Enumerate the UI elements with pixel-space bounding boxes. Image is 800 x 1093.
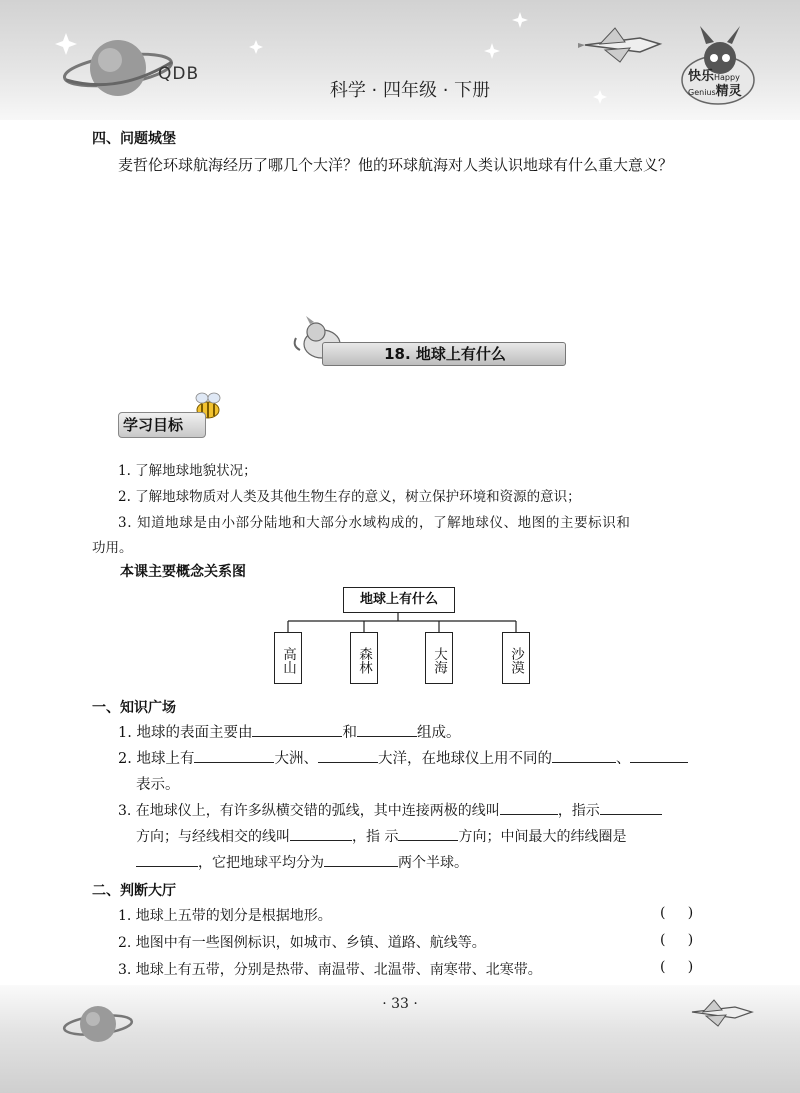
q3-text: ，它把地球平均分为 xyxy=(198,855,324,871)
concept-map-leaf-mountain: 高山 xyxy=(274,632,302,684)
answer-blank[interactable] xyxy=(500,800,558,815)
answer-blank[interactable] xyxy=(318,748,378,763)
judge-item: 1. 地球上五带的划分是根据地形。 xyxy=(118,908,332,924)
fill-question-3-line2 xyxy=(136,826,626,846)
q1-text: 组成。 xyxy=(416,725,461,741)
logo-cn2: 精灵 xyxy=(715,84,742,99)
section1-title: 一、知识广场 xyxy=(92,700,176,716)
answer-blank[interactable] xyxy=(194,748,274,763)
logo-en-bottom: Genius xyxy=(688,88,716,97)
q3-text: ，指示 xyxy=(557,803,600,819)
answer-blank[interactable] xyxy=(252,722,342,737)
concept-map-leaf-ocean: 大海 xyxy=(425,632,453,684)
concept-map-root: 地球上有什么 xyxy=(343,587,455,613)
goal-item-continued: 功用。 xyxy=(92,540,133,556)
judge-item: 2. 地图中有一些图例标识，如城市、乡镇、道路、航线等。 xyxy=(118,935,486,951)
judge-item: 3. 地球上有五带，分别是热带、南温带、北温带、南寒带、北寒带。 xyxy=(118,962,542,978)
section4-title: 四、问题城堡 xyxy=(92,131,176,147)
answer-blank[interactable] xyxy=(136,852,198,867)
answer-blank[interactable] xyxy=(630,748,688,763)
fill-question-2-cont: 表示。 xyxy=(136,777,180,793)
answer-blank[interactable] xyxy=(290,826,352,841)
fill-question-3 xyxy=(118,800,662,820)
fill-question-3-line3 xyxy=(136,852,468,872)
space-shuttle-icon xyxy=(692,1000,752,1026)
goal-item: 1. 了解地球地貌状况； xyxy=(118,463,257,479)
q2-text: 大洋，在地球仪上用不同的 xyxy=(377,751,552,767)
concept-map-heading: 本课主要概念关系图 xyxy=(120,564,246,580)
answer-blank[interactable] xyxy=(357,722,417,737)
q2-text: 2. 地球上有 xyxy=(118,751,195,767)
judge-answer-paren[interactable]: ( ) xyxy=(660,932,694,948)
fill-question-1 xyxy=(118,721,460,742)
q3-text: 3. 在地球仪上，有许多纵横交错的弧线，其中连接两极的线叫 xyxy=(118,803,500,819)
answer-blank[interactable] xyxy=(600,800,662,815)
section2-title: 二、判断大厅 xyxy=(92,883,176,899)
answer-blank[interactable] xyxy=(398,826,458,841)
fill-question-2 xyxy=(118,747,688,768)
section4-question: 麦哲伦环球航海经历了哪几个大洋？他的环球航海对人类认识地球有什么重大意义？ xyxy=(118,156,674,174)
q3-text: 方向；中间最大的纬线圈是 xyxy=(458,829,627,845)
q1-text: 1. 地球的表面主要由 xyxy=(118,725,253,741)
lesson-title: 18. 地球上有什么 xyxy=(384,345,506,363)
goal-item: 2. 了解地球物质对人类及其他生物生存的意义，树立保护环境和资源的意识； xyxy=(118,489,581,505)
q1-text: 和 xyxy=(342,725,357,741)
q3-text: 方向；与经线相交的线叫 xyxy=(136,829,290,845)
brand-label: QDB xyxy=(158,64,200,84)
learning-goals-label: 学习目标 xyxy=(123,416,184,434)
concept-map-leaf-forest: 森林 xyxy=(350,632,378,684)
q3-text: 两个半球。 xyxy=(398,855,468,871)
planet-icon xyxy=(63,1006,133,1042)
book-title: 科学 · 四年级 · 下册 xyxy=(329,80,491,101)
logo-en-top: Happy xyxy=(714,73,740,82)
judge-answer-paren[interactable]: ( ) xyxy=(660,905,694,921)
page-number: · 33 · xyxy=(382,996,418,1012)
concept-map-leaf-desert: 沙漠 xyxy=(502,632,530,684)
q3-text: ，指 示 xyxy=(352,829,399,845)
answer-blank[interactable] xyxy=(324,852,398,867)
footer-decoration xyxy=(0,990,800,1090)
judge-answer-paren[interactable]: ( ) xyxy=(660,959,694,975)
q2-text: 大洲、 xyxy=(274,751,318,767)
answer-blank[interactable] xyxy=(552,748,616,763)
q2-text: 、 xyxy=(615,751,631,767)
goal-item: 3. 知道地球是由小部分陆地和大部分水域构成的，了解地球仪、地图的主要标识和 xyxy=(118,515,631,531)
logo-cn: 快乐 xyxy=(688,69,715,84)
